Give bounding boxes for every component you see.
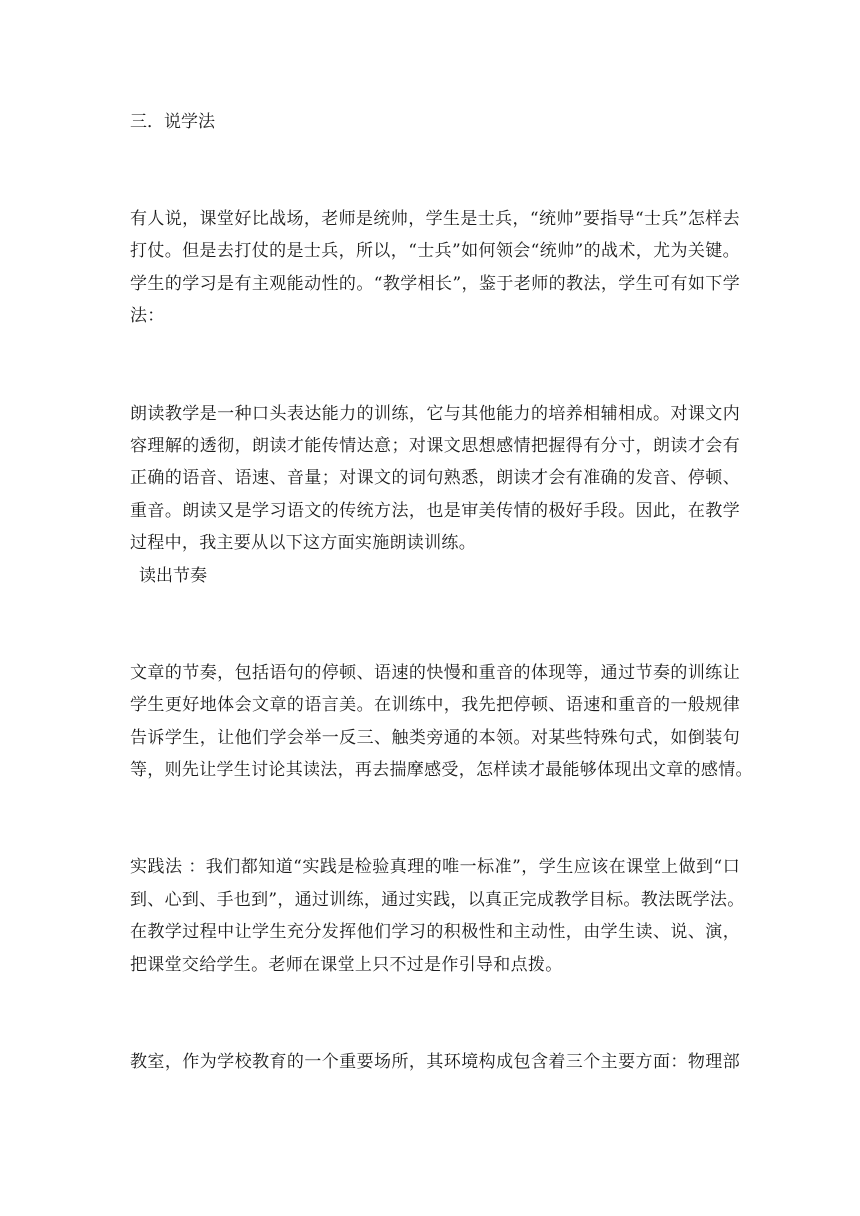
paragraph-line: 有人说，课堂好比战场，老师是统帅，学生是士兵，“统帅”要指导“士兵”怎样去 <box>130 209 740 229</box>
paragraph-line: 实践法 ：我们都知道“实践是检验真理的唯一标准”，学生应该在课堂上做到“口 <box>130 857 740 877</box>
paragraph-line: 正确的语音、语速、音量；对课文的词句熟悉，朗读才会有准确的发音、停顿、 <box>130 468 740 488</box>
paragraph-line: 过程中，我主要从以下这方面实施朗读训练。 <box>130 533 476 553</box>
paragraph-line: 等，则先让学生讨论其读法，再去揣摩感受，怎样读才最能够体现出文章的感情。 <box>130 760 753 780</box>
paragraph-line: 教室，作为学校教育的一个重要场所，其环境构成包含着三个主要方面：物理部 <box>130 1052 740 1072</box>
paragraph-line: 打仗。但是去打仗的是士兵，所以，“士兵”如何领会“统帅”的战术，尤为关键。 <box>130 241 740 261</box>
paragraph-line: 法： <box>130 306 165 326</box>
subheading-rhythm: 读出节奏 <box>139 566 207 586</box>
paragraph-line: 文章的节奏，包括语句的停顿、语速的快慢和重音的体现等，通过节奏的训练让 <box>130 663 740 683</box>
paragraph-line: 学生的学习是有主观能动性的。“教学相长”，鉴于老师的教法，学生可有如下学 <box>130 274 740 294</box>
paragraph-line: 重音。朗读又是学习语文的传统方法，也是审美传情的极好手段。因此，在教学 <box>130 501 740 521</box>
paragraph-line: 在教学过程中让学生充分发挥他们学习的积极性和主动性，由学生读、说、演， <box>130 922 740 942</box>
paragraph-line: 朗读教学是一种口头表达能力的训练，它与其他能力的培养相辅相成。对课文内 <box>130 404 740 424</box>
paragraph-line: 容理解的透彻，朗读才能传情达意；对课文思想感情把握得有分寸，朗读才会有 <box>130 436 740 456</box>
paragraph-line: 把课堂交给学生。老师在课堂上只不过是作引导和点拨。 <box>130 955 563 975</box>
paragraph-line: 到、心到、手也到”，通过训练，通过实践，以真正完成教学目标。教法既学法。 <box>130 890 745 910</box>
paragraph-line: 学生更好地体会文章的语言美。在训练中，我先把停顿、语速和重音的一般规律 <box>130 695 740 715</box>
paragraph-line: 告诉学生，让他们学会举一反三、触类旁通的本领。对某些特殊句式，如倒装句 <box>130 728 740 748</box>
section-heading: 三．说学法 <box>130 112 215 132</box>
